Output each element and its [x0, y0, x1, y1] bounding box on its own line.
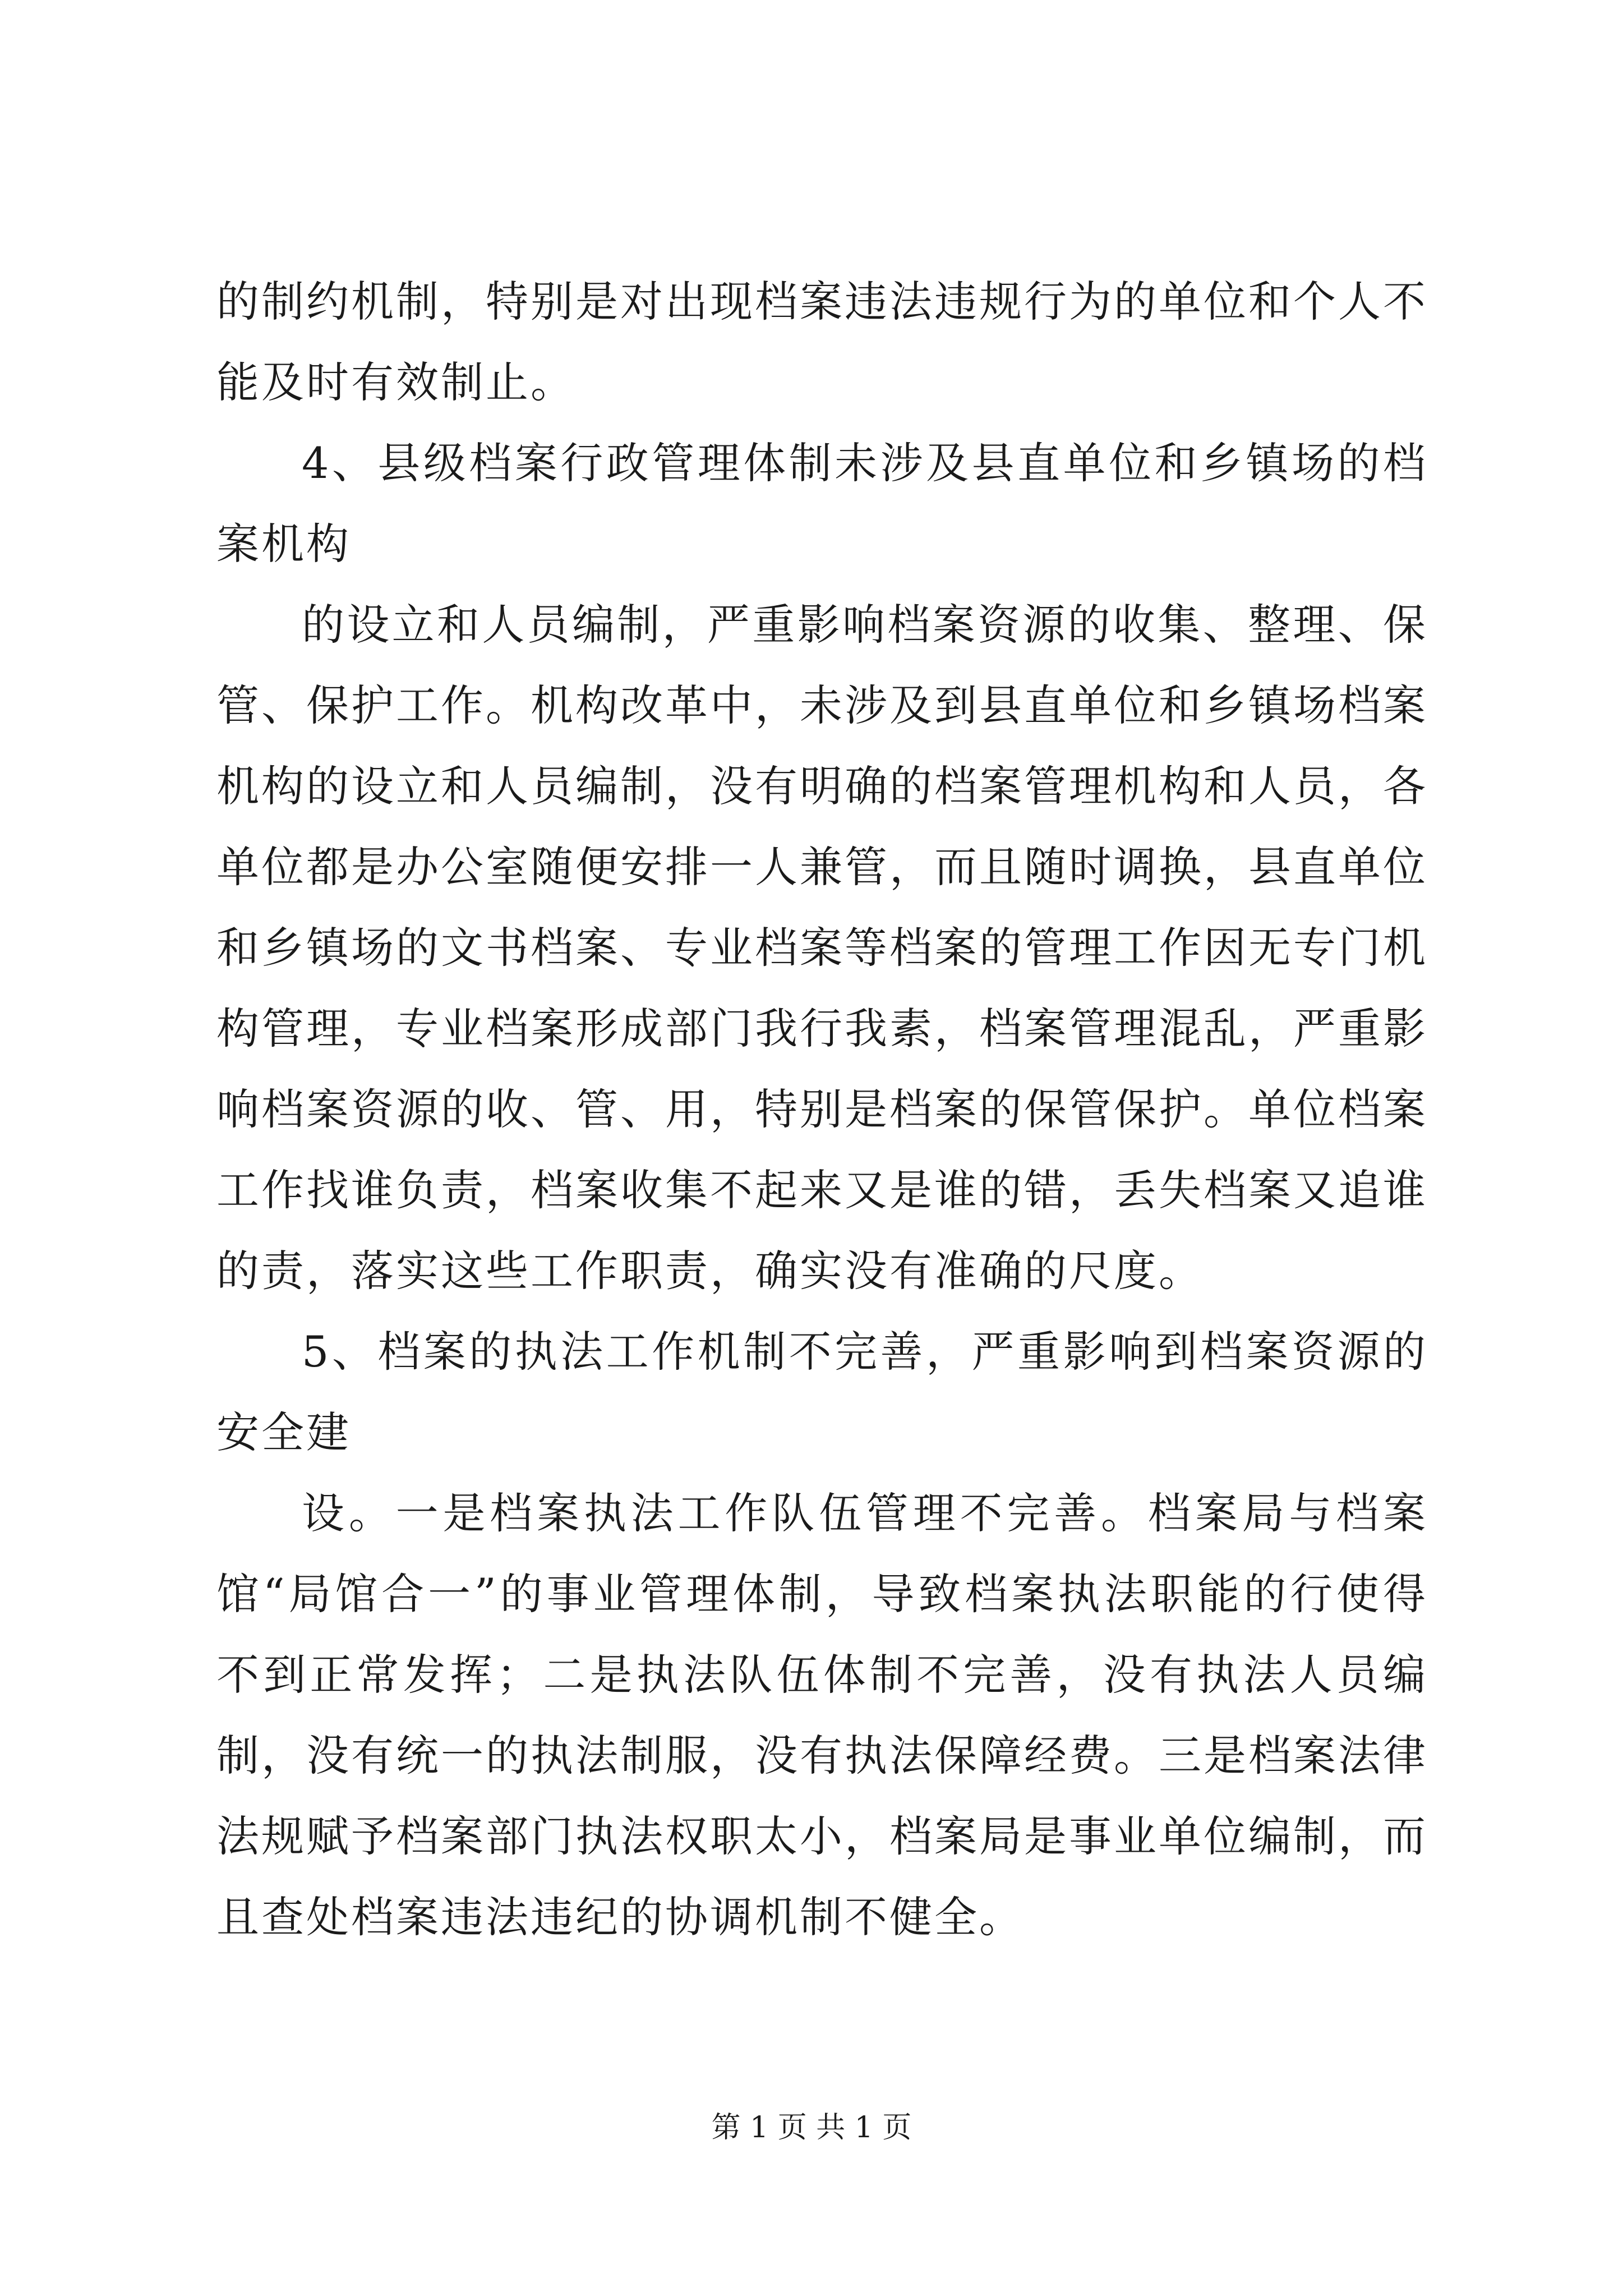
- document-body: [216, 261, 1428, 1958]
- page-footer: 第 1 页 共 1 页: [711, 2111, 912, 2145]
- paragraph-3: 的设立和人员编制，严重影响档案资源的收集、整理、保管、保护工作。机构改革中，未涉及到县直单位和乡镇场档案机构的设立和人员编制，没有明确的档案管理机构和人员，各单位都是办公室随便安排一人兼管，而且随时调换，县直单位和乡镇场的文书档案、专业档案等档案的管理工作因无专门机构管理，专业档案形成部门我行我素，档案管理混乱，严重影响档案资源的收、管、用，特别是档案的保管保护。单位档案工作找谁负责，档案收集不起来又是谁的错，丢失档案又追谁的责，落实这些工作职责，确实没有准确的尺度。: [216, 600, 1428, 1296]
- paragraph-1: 的制约机制，特别是对出现档案违法违规行为的单位和个人不能及时有效制止。: [216, 277, 1428, 407]
- paragraph-2: 4、县级档案行政管理体制未涉及县直单位和乡镇场的档案机构: [216, 438, 1428, 569]
- paragraph-4: 5、档案的执法工作机制不完善，严重影响到档案资源的安全建: [216, 1327, 1428, 1457]
- paragraph-5: 设。一是档案执法工作队伍管理不完善。档案局与档案馆“局馆合一”的事业管理体制，导致档案执法职能的行使得不到正常发挥；二是执法队伍体制不完善，没有执法人员编制，没有统一的执法制服，没有执法保障经费。三是档案法律法规赋予档案部门执法权职太小，档案局是事业单位编制，而且查处档案违法违纪的协调机制不健全。: [216, 1488, 1428, 1942]
